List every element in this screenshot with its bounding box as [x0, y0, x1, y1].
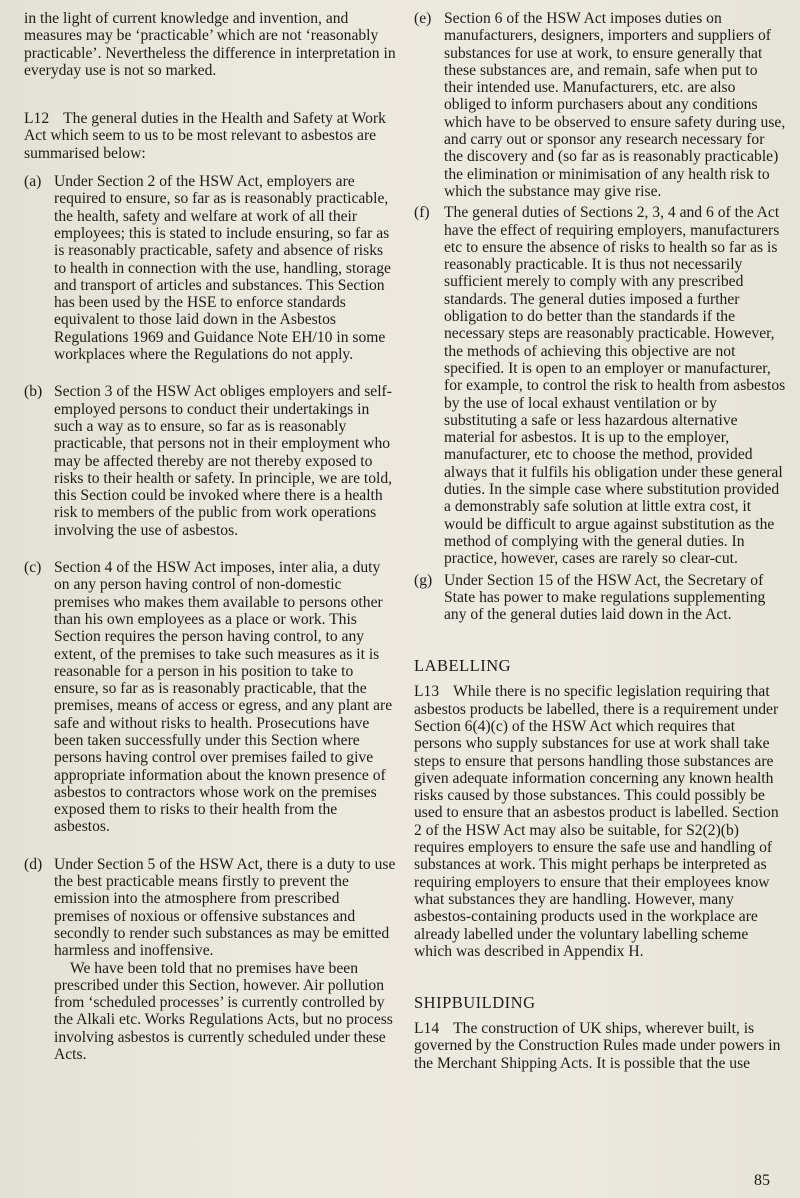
- item-text: Under Section 5 of the HSW Act, there is a duty to use the best practicable means firstly to prevent the emission into the atmosphere from prescribed premises of noxious or offensive substances and secondly to render such substances as may be emitted harmless and inoffensive.: [54, 855, 396, 960]
- item-text: Section 4 of the HSW Act imposes, inter alia, a duty on any person having control of non-domestic premises who makes them available to persons other than his own employees as a place or work. This Section requires the person having control, to any extent, of the premises to take such measures as it is reasonable for a person in his position to take to ensure, so far as is reasonably practicable, that the premises, means of access or egress, and any plant are safe and without risks to health. Prosecutions have been taken successfully under this Section where persons having control over premises failed to give appropriate information about the known presence of asbestos to contractors whose work on the premises exposed them to risks to their health from the asbestos.: [54, 559, 393, 836]
- paragraph-l14: [414, 1020, 786, 1072]
- paragraph-text: The general duties in the Health and Safety at Work Act which seem to us to be most relevant to asbestos are summarised below:: [24, 110, 386, 162]
- item-label: (c): [24, 559, 42, 577]
- list-item: [24, 173, 396, 363]
- list-item: [24, 559, 396, 836]
- item-label: (g): [414, 571, 433, 589]
- right-column: [414, 10, 786, 1072]
- section-heading-labelling: LABELLING: [414, 656, 512, 676]
- item-label: (a): [24, 173, 42, 191]
- paragraph-number: L12: [24, 110, 50, 128]
- item-text: Section 3 of the HSW Act obliges employers and self-employed persons to conduct their undertakings in such a way as to ensure, so far as is reasonably practicable, that persons not in their employment who may be affected thereby are not thereby exposed to risks to their health or safety. In principle, we are told, this Section could be invoked where there is a health risk to members of the public from work operations involving the use of asbestos.: [54, 383, 393, 539]
- list-item: [24, 383, 396, 539]
- item-label: (b): [24, 383, 43, 401]
- section-heading-shipbuilding: SHIPBUILDING: [414, 993, 536, 1013]
- paragraph-number: L13: [414, 683, 440, 701]
- item-text: Under Section 2 of the HSW Act, employers are required to ensure, so far as is reasonably practicable, the health, safety and welfare at work of all their employees; this is stated to include ensuring, so far as is reasonably practicable, safety and absence of risks to health in connection with the use, handling, storage and transport of articles and substances. This Section has been used by the HSE to enforce standards equivalent to those laid down in the Asbestos Regulations 1969 and Guidance Note EH/10 in some workplaces where the Regulations do not apply.: [54, 173, 391, 364]
- list-item: [414, 204, 786, 567]
- item-label: (f): [414, 204, 430, 222]
- item-text: Under Section 15 of the HSW Act, the Secretary of State has power to make regulations supplementing any of the general duties laid down in the Act.: [444, 571, 766, 624]
- item-text: Section 6 of the HSW Act imposes duties on manufacturers, designers, importers and suppliers of substances for use at work, to ensure generally that these substances are, and remain, safe when put to their intended use. Manufacturers, etc. are also obliged to inform purchasers about any conditions which have to be observed to ensure safety during use, and carry out or sponsor any research necessary for the discovery and (so far as is reasonably practicable) the elimination or minimisation of any health risk to which the substance may give rise.: [444, 10, 786, 200]
- left-column: [24, 10, 396, 1083]
- item-label: (d): [24, 855, 43, 873]
- list-item: [414, 572, 786, 624]
- list-item: [414, 10, 786, 200]
- paragraph-text: While there is no specific legislation requiring that asbestos products be labelled, there is a requirement under Section 6(4)(c) of the HSW Act which requires that persons who supply substances for use at work shall take steps to ensure that persons handling those substances are given adequate information concerning any known health risks caused by those substances. This could possibly be used to ensure that an asbestos product is labelled. Section 2 of the HSW Act may also be suitable, for S2(2)(b) requires employers to ensure the safe use and handling of substances at work. This might perhaps be interpreted as requiring employers to ensure that their employees know what substances they are handling. However, many asbestos-containing products used in the workplace are already labelled under the voluntary labelling scheme which was described in Appendix H.: [414, 683, 779, 960]
- item-continuation: We have been told that no premises have been prescribed under this Section, however. Air pollution from ‘scheduled processes’ is currently controlled by the Alkali etc. Works Regulations Acts, but no process involving asbestos is currently scheduled under these Acts.: [54, 959, 393, 1064]
- item-label: (e): [414, 10, 432, 27]
- paragraph-l12: [24, 110, 396, 162]
- list-item: [24, 856, 396, 1064]
- page-number: 85: [754, 1172, 770, 1189]
- paragraph-text: The construction of UK ships, wherever built, is governed by the Construction Rules made under powers in the Merchant Shipping Acts. It is possible that the use: [414, 1020, 781, 1072]
- paragraph-number: L14: [414, 1020, 440, 1038]
- paragraph-l13: [414, 683, 786, 960]
- item-text: The general duties of Sections 2, 3, 4 and 6 of the Act have the effect of requiring employers, manufacturers etc to ensure the absence of risks to health so far as is reasonably practicable. It is thus not necessarily sufficient merely to comply with any prescribed standards. The general duties imposed a further obligation to do better than the standards if the necessary steps are reasonably practicable. However, the methods of achieving this objective are not specified. It is open to an employer or manufacturer, for example, to control the risk to health from asbestos by the use of local exhaust ventilation or by substituting a safe or less hazardous alternative material for asbestos. It is up to the employer, manufacturer, etc to choose the method, provided always that it fulfils his obligation under these general duties. In the simple case where substitution provided a demonstrably safe solution at little extra cost, it would be difficult to argue against substitution as the method of complying with the general duties. In practice, however, cases are rarely so clear-cut.: [444, 204, 786, 568]
- intro-paragraph: in the light of current knowledge and invention, and measures may be ‘practicable’ which are not ‘reasonably practicable’. Nevertheless the difference in interpretation in everyday use is not so marked.: [24, 10, 396, 79]
